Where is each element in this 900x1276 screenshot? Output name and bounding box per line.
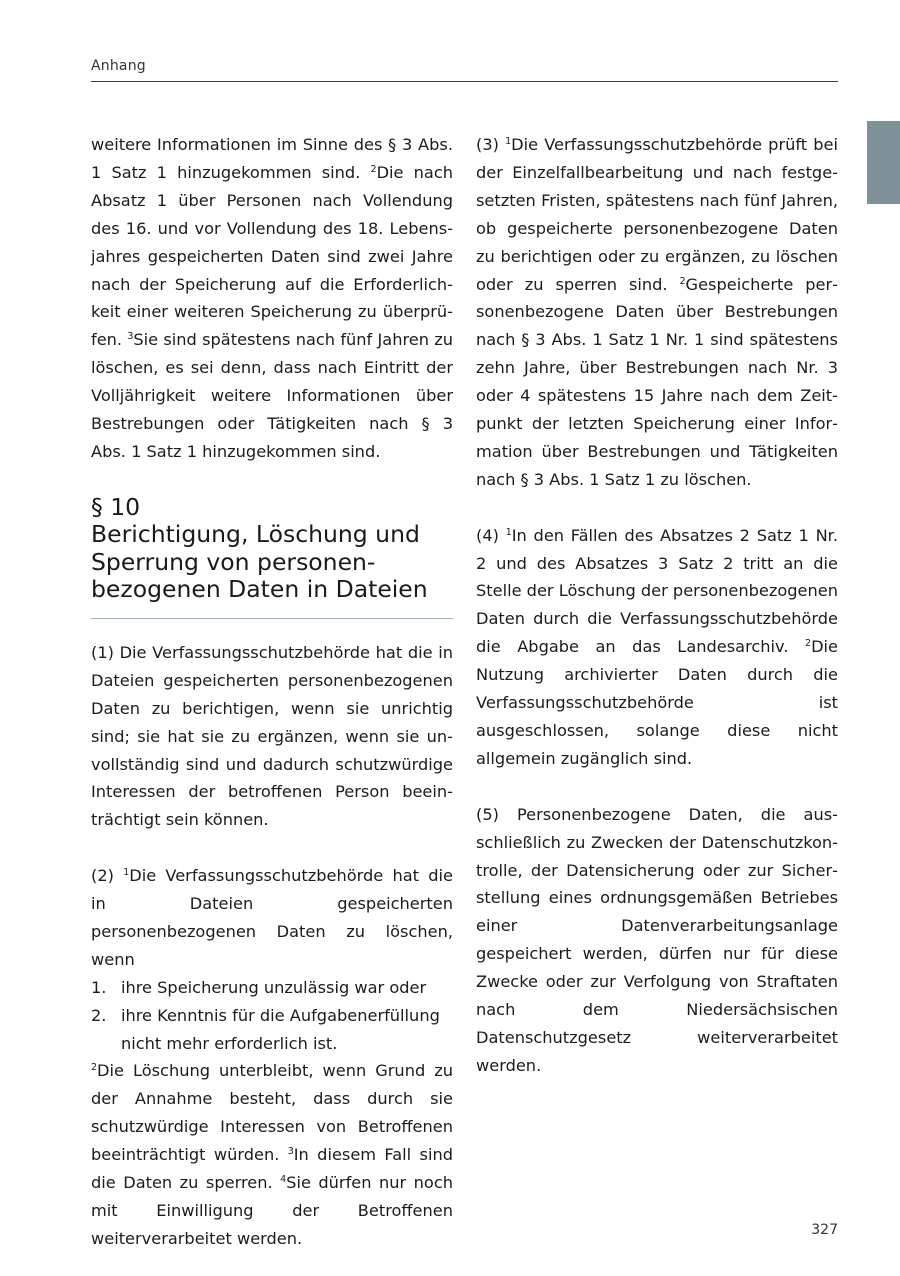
paragraph-2-continued: $^2$Die Löschung unterbleibt, wenn Grund zu der Annahme besteht, dass durch sie schutzwürdige Interessen von Betroffenen beeinträchtigt würden. $^3$In diesem Fall sind die Daten zu sperren. $^4$Sie dürfen nur noch mit Einwilligung der Betroffenen weiterverarbeitet werden.: [91, 1061, 453, 1248]
list-item: 1. ihre Speicherung unzulässig war oder: [91, 977, 427, 997]
section-title-line: bezogenen Daten in Dateien: [91, 575, 428, 604]
section-heading: [91, 494, 453, 604]
left-column: [91, 131, 453, 1253]
section-rule: [91, 618, 453, 619]
paragraph-3: (3) $^1$Die Verfassungsschutzbehörde prüft bei der Einzelfallbearbeitung und nach festgesetzten Fristen, spätestens nach fünf Jahren, ob gespeicherte personenbezogene Daten zu berichtigen oder zu ergänzen, zu löschen oder zu sperren sind. $^2$Gespeicherte personenbezogene Daten über Bestrebungen nach § 3 Abs. 1 Satz 1 Nr. 1 sind spätestens zehn Jahre, über Bestrebungen nach Nr. 3 oder 4 spätestens 15 Jahre nach dem Zeitpunkt der letzten Speicherung einer Information über Bestrebungen und Tätigkeiten nach § 3 Abs. 1 Satz 1 zu löschen.: [476, 135, 838, 489]
running-header: Anhang: [91, 58, 146, 74]
section-title-line: Sperrung von personen-: [91, 547, 376, 576]
page-number: 327: [811, 1222, 838, 1238]
right-column: [476, 131, 838, 1080]
paragraph-continued: weitere Informationen im Sinne des § 3 Abs. 1 Satz 1 hinzugekommen sind. $^2$Die nach Absatz 1 über Personen nach Vollendung des 16. und vor Vollendung des 18. Lebensjahres gespeicherten Daten sind zwei Jahre nach der Speicherung auf die Erforderlichkeit einer weiteren Speicherung zu überprüfen. $^3$Sie sind spätestens nach fünf Jahren zu löschen, es sei denn, dass nach Eintritt der Volljährigkeit weitere Informationen über Bestrebungen oder Tätigkeiten nach § 3 Abs. 1 Satz 1 hinzugekommen sind.: [91, 135, 453, 461]
paragraph-5: (5) Personenbezogene Daten, die ausschließlich zu Zwecken der Datenschutzkontrolle, der Datensicherung oder zur Sicherstellung eines ordnungsgemäßen Betriebes einer Datenverarbeitungsanlage gespeichert werden, dürfen nur für diese Zwecke oder zur Verfolgung von Straftaten nach dem Niedersächsischen Datenschutzgesetz weiterverarbeitet werden.: [476, 804, 838, 1075]
header-rule: [91, 81, 838, 82]
paragraph-4: (4) $^1$In den Fällen des Absatzes 2 Satz 1 Nr. 2 und des Absatzes 3 Satz 2 tritt an die Stelle der Löschung der personenbezogenen Daten durch die Verfassungsschutzbehörde die Abgabe an das Landesarchiv. $^2$Die Nutzung archivierter Daten durch die Verfassungsschutzbehörde ist ausgeschlossen, solange diese nicht allgemein zugänglich sind.: [476, 525, 838, 768]
section-number: § 10: [91, 492, 141, 521]
list-item: 2. ihre Kenntnis für die Aufgabenerfüllung nicht mehr erforderlich ist.: [91, 1005, 440, 1053]
condition-list: [91, 974, 453, 1058]
paragraph-1: (1) Die Verfassungsschutzbehörde hat die in Dateien gespeicherten personenbezogenen Daten zu berichtigen, wenn sie unrichtig sind; sie hat sie zu ergänzen, wenn sie unvollständig sind und dadurch schutzwürdige Interessen der betroffenen Person beeinträchtigt sein können.: [91, 642, 453, 830]
paragraph-2: (2) $^1$Die Verfassungsschutzbehörde hat die in Dateien gespeicherten personenbezogenen Daten zu löschen, wenn: [91, 866, 453, 969]
section-title-line: Berichtigung, Löschung und: [91, 520, 420, 549]
chapter-thumb-tab: [867, 121, 900, 204]
